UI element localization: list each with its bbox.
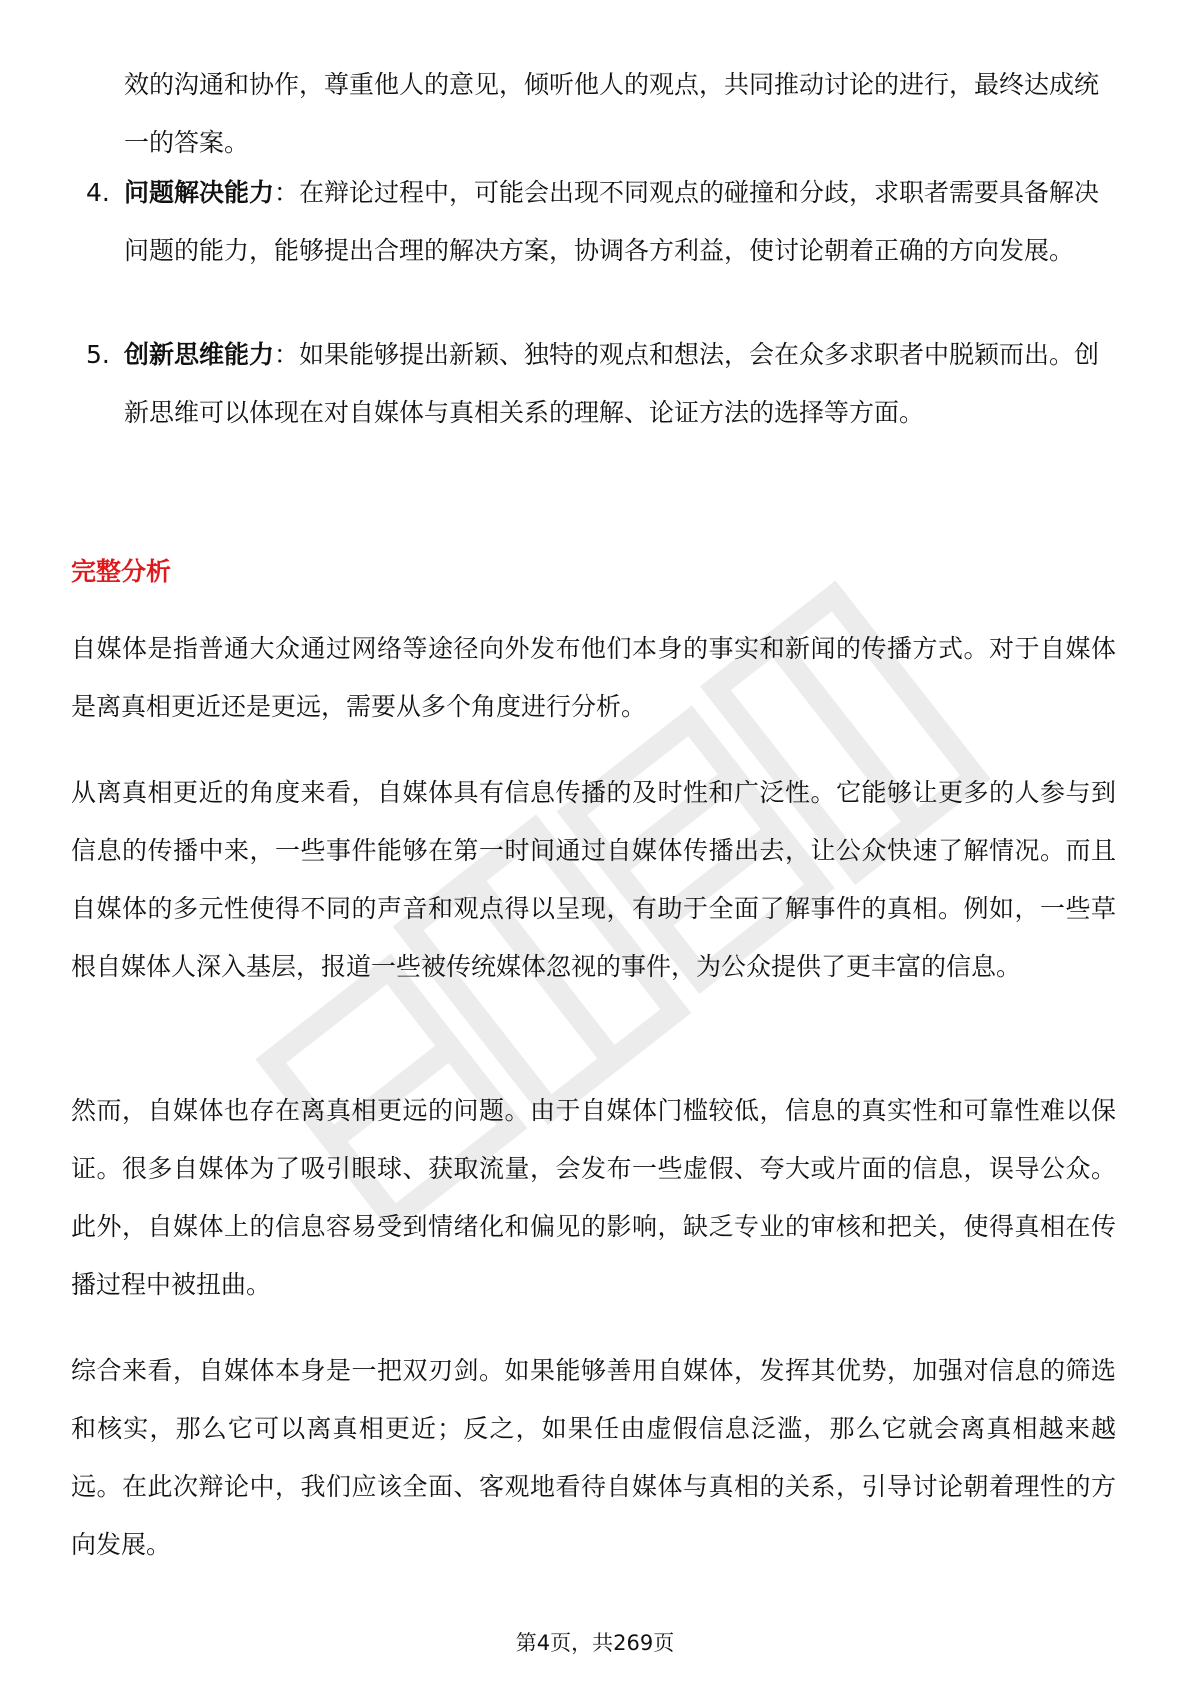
list-item-separator: ： xyxy=(274,340,300,369)
list-item-body xyxy=(124,164,1114,280)
list-item-text: 在辩论过程中，可能会出现不同观点的碰撞和分歧，求职者需要具备解决问题的能力，能够提出合理的解决方案，协调各方利益，使讨论朝着正确的方向发展。 xyxy=(124,178,1100,265)
list-item-number: 4. xyxy=(86,178,110,207)
list-item-term: 创新思维能力 xyxy=(124,340,275,369)
list-item-term: 问题解决能力 xyxy=(124,178,275,207)
list-item-separator: ： xyxy=(274,178,300,207)
list-item-continuation-text: 效的沟通和协作，尊重他人的意见，倾听他人的观点，共同推动讨论的进行，最终达成统一的答案。 xyxy=(124,70,1100,157)
list-item-body xyxy=(124,326,1114,442)
paragraph-1: 自媒体是指普通大众通过网络等途径向外发布他们本身的事实和新闻的传播方式。对于自媒体是离真相更近还是更远，需要从多个角度进行分析。 xyxy=(71,634,1116,721)
list-item-number: 5. xyxy=(86,340,110,369)
page-number-footer: 第4页，共269页 xyxy=(515,1631,675,1655)
section-heading: 完整分析 xyxy=(71,557,172,586)
list-item-text: 如果能够提出新颖、独特的观点和想法，会在众多求职者中脱颖而出。创新思维可以体现在对自媒体与真相关系的理解、论证方法的选择等方面。 xyxy=(124,340,1100,427)
paragraph-4: 综合来看，自媒体本身是一把双刃剑。如果能够善用自媒体，发挥其优势，加强对信息的筛选和核实，那么它可以离真相更近；反之，如果任由虚假信息泛滥，那么它就会离真相越来越远。在此次辩论中，我们应该全面、客观地看待自媒体与真相的关系，引导讨论朝着理性的方向发展。 xyxy=(71,1356,1116,1559)
paragraph-2: 从离真相更近的角度来看，自媒体具有信息传播的及时性和广泛性。它能够让更多的人参与到信息的传播中来，一些事件能够在第一时间通过自媒体传播出去，让公众快速了解情况。而且自媒体的多元性使得不同的声音和观点得以呈现，有助于全面了解事件的真相。例如，一些草根自媒体人深入基层，报道一些被传统媒体忽视的事件，为公众提供了更丰富的信息。 xyxy=(71,778,1116,981)
paragraph-3: 然而，自媒体也存在离真相更远的问题。由于自媒体门槛较低，信息的真实性和可靠性难以保证。很多自媒体为了吸引眼球、获取流量，会发布一些虚假、夸大或片面的信息，误导公众。此外，自媒体上的信息容易受到情绪化和偏见的影响，缺乏专业的审核和把关，使得真相在传播过程中被扭曲。 xyxy=(71,1096,1116,1299)
